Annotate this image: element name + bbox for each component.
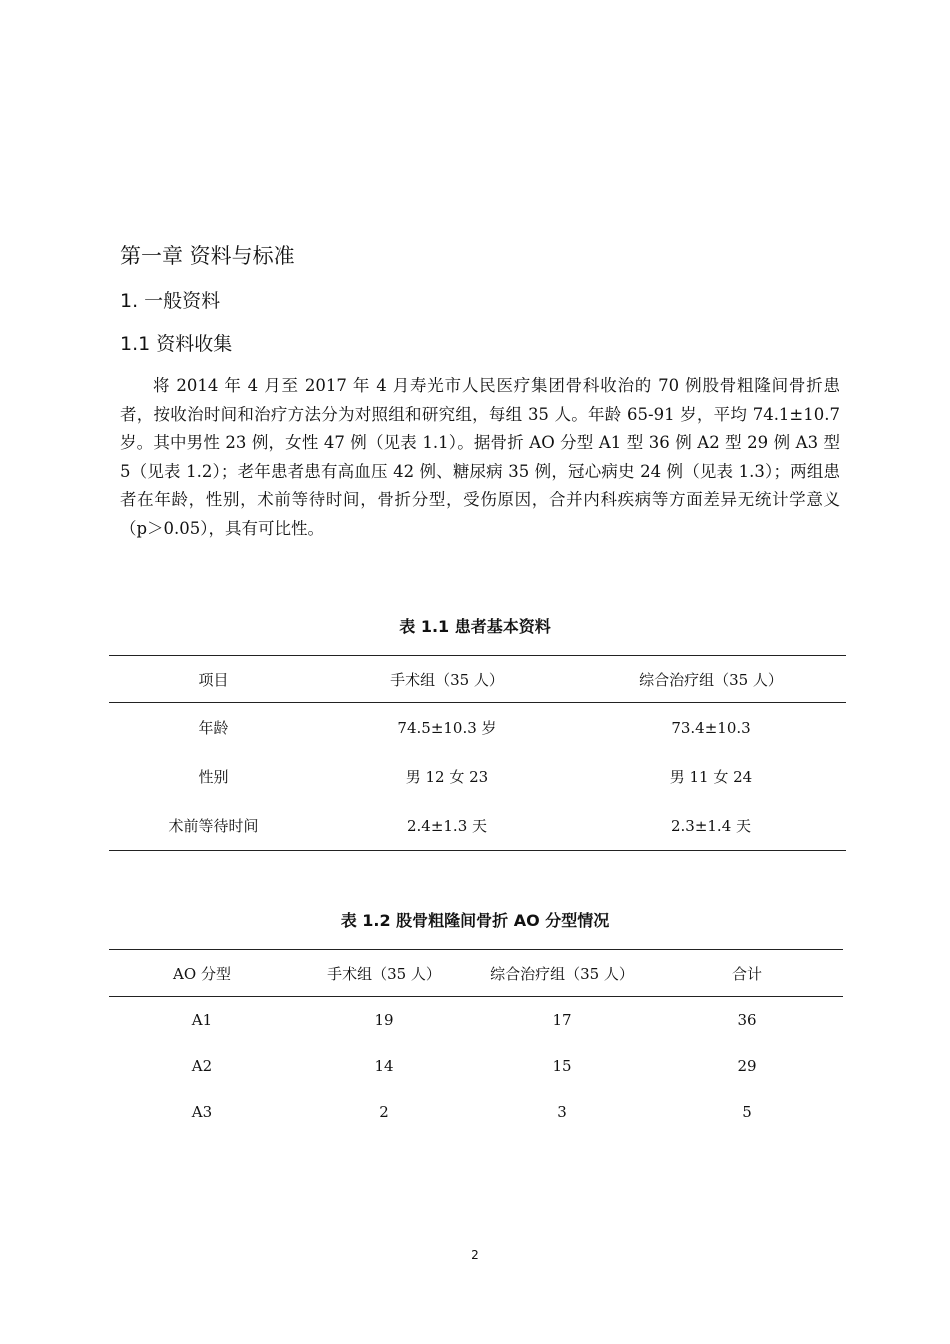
table-row <box>109 1089 843 1135</box>
header-cell: 项目 <box>109 656 318 703</box>
table1-caption: 表 1.1 患者基本资料 <box>399 617 551 636</box>
table-cell: A2 <box>191 1057 213 1075</box>
table-row <box>109 703 846 753</box>
table-cell: 19 <box>374 1011 394 1029</box>
table-cell: 2.4±1.3 天 <box>406 817 488 835</box>
table-cell: 年龄 <box>198 719 229 737</box>
header-cell: 合计 <box>651 950 843 997</box>
table-cell: 17 <box>552 1011 572 1029</box>
patient-basic-table <box>109 655 846 851</box>
table-header-row <box>109 656 846 703</box>
table-cell: 74.5±10.3 岁 <box>397 719 497 737</box>
table-cell: 术前等待时间 <box>168 817 259 835</box>
table-cell: 2.3±1.4 天 <box>670 817 752 835</box>
table-cell: 3 <box>557 1103 567 1121</box>
header-cell: 综合治疗组（35 人） <box>576 656 846 703</box>
header-cell: 手术组（35 人） <box>318 656 576 703</box>
header-cell: AO 分型 <box>109 950 295 997</box>
subsection-title: 1.1 资料收集 <box>120 333 233 355</box>
page-number: 2 <box>471 1248 479 1262</box>
header-cell: 手术组（35 人） <box>295 950 473 997</box>
table-cell: 15 <box>552 1057 572 1075</box>
table-cell: 5 <box>742 1103 752 1121</box>
table-row <box>109 752 846 801</box>
table-cell: 73.4±10.3 <box>671 718 751 737</box>
table-cell: A3 <box>191 1103 213 1121</box>
chapter-title: 第一章 资料与标准 <box>120 244 295 268</box>
table-cell: A1 <box>191 1011 213 1029</box>
table-header-row <box>109 950 843 997</box>
table-cell: 性别 <box>198 768 229 786</box>
table-cell: 男 12 女 23 <box>405 768 489 786</box>
body-paragraph: 将 2014 年 4 月至 2017 年 4 月寿光市人民医疗集团骨科收治的 70 例股骨粗隆间骨折患者，按收治时间和治疗方法分为对照组和研究组，每组 35 人。年龄 65-91 岁，平均 74.1±10.7 岁。其中男性 23 例，女性 47 例（见表 1.1）。据骨折 AO 分型 A1 型 36 例 A2 型 29 例 A3 型 5（见表 1.2）；老年患者患有高血压 42 例、糖尿病 35 例，冠心病史 24 例（见表 1.3）；两组患者在年龄，性别，术前等待时间，骨折分型，受伤原因，合并内科疾病等方面差异无统计学意义（p＞0.05），具有可比性。 <box>120 376 840 538</box>
table-row <box>109 1043 843 1089</box>
table-cell: 14 <box>374 1057 394 1075</box>
ao-classification-table <box>109 949 843 1135</box>
table-cell: 男 11 女 24 <box>669 768 753 786</box>
table-row <box>109 801 846 851</box>
table-cell: 36 <box>737 1011 757 1029</box>
header-cell: 综合治疗组（35 人） <box>473 950 651 997</box>
table-cell: 29 <box>737 1057 757 1075</box>
table2-caption: 表 1.2 股骨粗隆间骨折 AO 分型情况 <box>340 911 610 930</box>
table-row <box>109 997 843 1044</box>
section-title: 1. 一般资料 <box>120 290 221 312</box>
table-cell: 2 <box>379 1103 389 1121</box>
